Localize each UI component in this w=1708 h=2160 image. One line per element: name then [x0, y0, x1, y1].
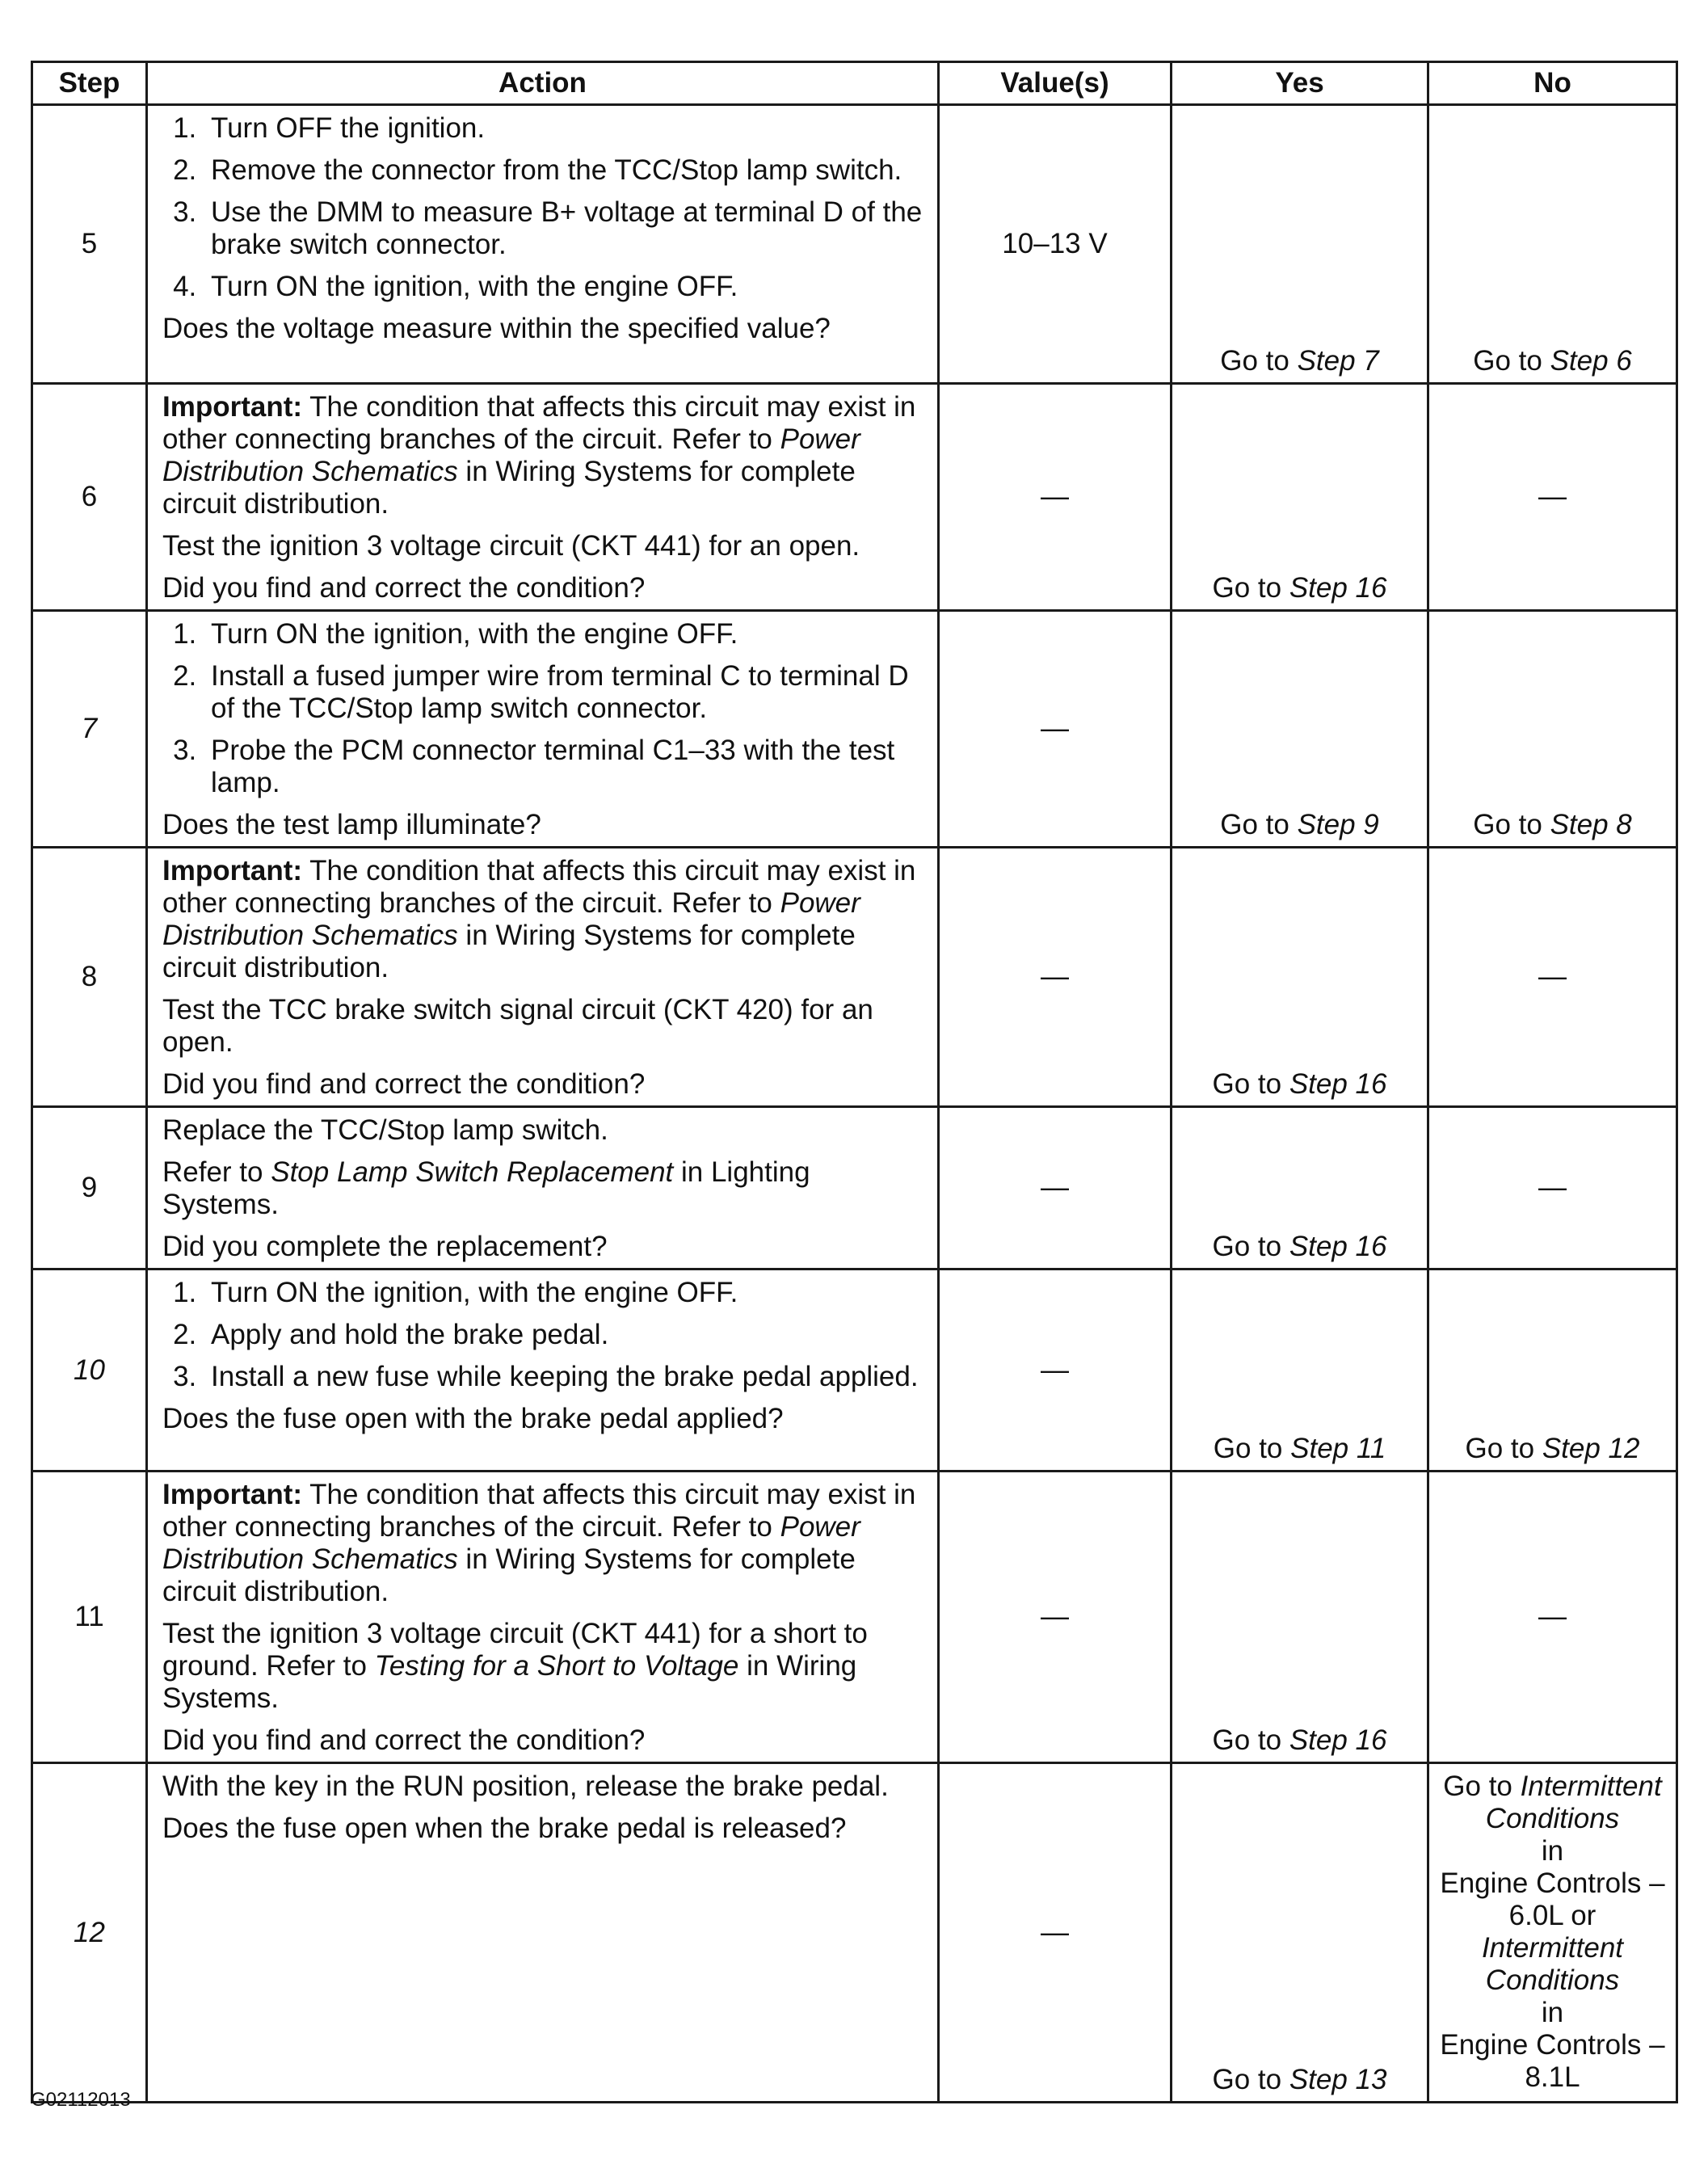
go-to-text: Go to [1213, 1433, 1291, 1464]
go-to-text: Go to [1212, 1068, 1289, 1100]
action-list-item: 1. Turn OFF the ignition. [204, 112, 928, 145]
important-note [162, 391, 928, 520]
step-number: 10 [32, 1269, 147, 1472]
value-cell: — [939, 1472, 1172, 1763]
yes-cell [1172, 1269, 1428, 1472]
header-step: Step [32, 62, 147, 105]
table-row-step-6 [32, 384, 1677, 611]
action-reference [162, 1156, 928, 1221]
action-test: Test the ignition 3 voltage circuit (CKT 441) for an open. [162, 530, 860, 562]
important-text: The condition that affects this circuit may exist in other connecting branches of the circuit. Refer to [162, 391, 916, 455]
or-text: or [1563, 1900, 1597, 1931]
action-cell [147, 848, 939, 1107]
reference-text: Refer to [162, 1156, 271, 1188]
action-question: Did you find and correct the condition? [162, 1724, 646, 1756]
action-cell [147, 1763, 939, 2103]
in-text: in [1541, 1997, 1564, 2028]
action-cell [147, 611, 939, 848]
action-instruction: Replace the TCC/Stop lamp switch. [162, 1114, 608, 1146]
value-cell: — [939, 1269, 1172, 1472]
action-question: Does the fuse open when the brake pedal is released? [162, 1813, 847, 1844]
step-reference: Step 16 [1289, 572, 1387, 604]
manual-reference: Intermittent Conditions [1485, 1771, 1662, 1834]
value-cell: 10–13 V [939, 105, 1172, 384]
step-reference: Step 16 [1289, 1231, 1387, 1262]
test-text: Test the ignition 3 voltage circuit (CKT 441) for a short to ground. Refer to [162, 1618, 868, 1682]
go-to-text: Go to [1212, 1231, 1289, 1262]
yes-cell [1172, 1107, 1428, 1269]
go-to-text: Go to [1465, 1433, 1542, 1464]
action-list [162, 112, 928, 303]
no-cell [1428, 1269, 1677, 1472]
step-reference: Step 13 [1289, 2064, 1387, 2095]
important-text: in Wiring Systems for complete circuit distribution. [162, 456, 856, 520]
table-row-step-9 [32, 1107, 1677, 1269]
important-note [162, 855, 928, 984]
yes-cell [1172, 1763, 1428, 2103]
table-row-step-5 [32, 105, 1677, 384]
important-reference: Power Distribution Schematics [162, 1511, 860, 1575]
no-cell: — [1428, 848, 1677, 1107]
test-text: in Wiring Systems. [162, 1650, 857, 1714]
action-question: Did you find and correct the condition? [162, 1068, 646, 1100]
step-reference: Step 6 [1550, 345, 1632, 377]
action-cell [147, 1269, 939, 1472]
step-number: 9 [32, 1107, 147, 1269]
action-list [162, 618, 928, 799]
action-cell [147, 105, 939, 384]
go-to-text: Go to [1212, 2064, 1289, 2095]
manual-section: Engine Controls – 8.1L [1440, 2029, 1665, 2093]
step-reference: Step 9 [1297, 809, 1379, 840]
value-cell: — [939, 1107, 1172, 1269]
header-action: Action [147, 62, 939, 105]
no-cell: — [1428, 1107, 1677, 1269]
action-question: Does the voltage measure within the specified value? [162, 313, 831, 344]
yes-cell [1172, 384, 1428, 611]
action-list-item: 3. Probe the PCM connector terminal C1–33 with the test lamp. [204, 735, 928, 799]
action-list-item: 2. Remove the connector from the TCC/Stop lamp switch. [204, 154, 928, 187]
go-to-text: Go to [1473, 809, 1550, 840]
important-note [162, 1479, 928, 1608]
go-to-text: Go to [1212, 1724, 1289, 1756]
table-row-step-7 [32, 611, 1677, 848]
action-list-item: 1. Turn ON the ignition, with the engine OFF. [204, 618, 928, 651]
step-number: 12 [32, 1763, 147, 2103]
diagnostic-table [31, 61, 1678, 2103]
manual-reference: Intermittent Conditions [1481, 1932, 1624, 1996]
action-list-item: 1. Turn ON the ignition, with the engine OFF. [204, 1277, 928, 1309]
action-question: Does the test lamp illuminate? [162, 809, 541, 840]
action-question: Did you find and correct the condition? [162, 572, 646, 604]
action-question: Does the fuse open with the brake pedal applied? [162, 1403, 784, 1434]
in-text: in [1541, 1835, 1564, 1867]
value-cell: — [939, 848, 1172, 1107]
important-text: in Wiring Systems for complete circuit distribution. [162, 1543, 856, 1607]
action-instruction: With the key in the RUN position, release the brake pedal. [162, 1771, 889, 1802]
action-list-item: 3. Install a new fuse while keeping the brake pedal applied. [204, 1361, 928, 1393]
value-cell: — [939, 611, 1172, 848]
step-reference: Step 7 [1297, 345, 1379, 377]
step-number: 8 [32, 848, 147, 1107]
important-label: Important: [162, 855, 303, 886]
step-reference: Step 12 [1542, 1433, 1640, 1464]
step-number: 6 [32, 384, 147, 611]
action-list-item: 3. Use the DMM to measure B+ voltage at terminal D of the brake switch connector. [204, 196, 928, 261]
important-label: Important: [162, 391, 303, 423]
test-reference: Testing for a Short to Voltage [374, 1650, 739, 1682]
action-cell [147, 1107, 939, 1269]
go-to-text: Go to [1443, 1771, 1521, 1802]
no-cell [1428, 1763, 1677, 2103]
no-cell [1428, 105, 1677, 384]
go-to-text: Go to [1220, 809, 1298, 840]
figure-id: G02112013 [31, 2089, 131, 2111]
table-row-step-11 [32, 1472, 1677, 1763]
reference-text: in Lighting Systems. [162, 1156, 810, 1220]
table-row-step-12 [32, 1763, 1677, 2103]
reference-title: Stop Lamp Switch Replacement [271, 1156, 674, 1188]
table-row-step-10 [32, 1269, 1677, 1472]
no-branch-text [1429, 1764, 1676, 2094]
action-question: Did you complete the replacement? [162, 1231, 608, 1262]
go-to-text: Go to [1473, 345, 1550, 377]
header-yes: Yes [1172, 62, 1428, 105]
table-header-row [32, 62, 1677, 105]
step-reference: Step 8 [1550, 809, 1632, 840]
important-text: The condition that affects this circuit may exist in other connecting branches of the circuit. Refer to [162, 1479, 916, 1543]
step-reference: Step 11 [1290, 1433, 1386, 1464]
action-list-item: 2. Apply and hold the brake pedal. [204, 1319, 928, 1351]
manual-section: Engine Controls – 6.0L [1440, 1867, 1665, 1931]
action-test: Test the TCC brake switch signal circuit (CKT 420) for an open. [162, 994, 873, 1058]
step-number: 5 [32, 105, 147, 384]
yes-cell [1172, 105, 1428, 384]
no-cell [1428, 611, 1677, 848]
step-reference: Step 16 [1289, 1724, 1387, 1756]
header-values: Value(s) [939, 62, 1172, 105]
action-test [162, 1618, 928, 1715]
action-cell [147, 1472, 939, 1763]
table-row-step-8 [32, 848, 1677, 1107]
important-reference: Power Distribution Schematics [162, 423, 860, 487]
action-list-item: 2. Install a fused jumper wire from terminal C to terminal D of the TCC/Stop lamp switch connector. [204, 660, 928, 725]
action-list-item: 4. Turn ON the ignition, with the engine OFF. [204, 271, 928, 303]
step-number: 11 [32, 1472, 147, 1763]
yes-cell [1172, 1472, 1428, 1763]
go-to-text: Go to [1220, 345, 1298, 377]
action-list [162, 1277, 928, 1393]
step-reference: Step 16 [1289, 1068, 1387, 1100]
value-cell: — [939, 1763, 1172, 2103]
no-cell: — [1428, 384, 1677, 611]
no-cell: — [1428, 1472, 1677, 1763]
important-reference: Power Distribution Schematics [162, 887, 860, 951]
important-label: Important: [162, 1479, 303, 1510]
value-cell: — [939, 384, 1172, 611]
important-text: in Wiring Systems for complete circuit distribution. [162, 920, 856, 983]
go-to-text: Go to [1212, 572, 1289, 604]
action-cell [147, 384, 939, 611]
header-no: No [1428, 62, 1677, 105]
yes-cell [1172, 611, 1428, 848]
step-number: 7 [32, 611, 147, 848]
important-text: The condition that affects this circuit may exist in other connecting branches of the circuit. Refer to [162, 855, 916, 919]
yes-cell [1172, 848, 1428, 1107]
